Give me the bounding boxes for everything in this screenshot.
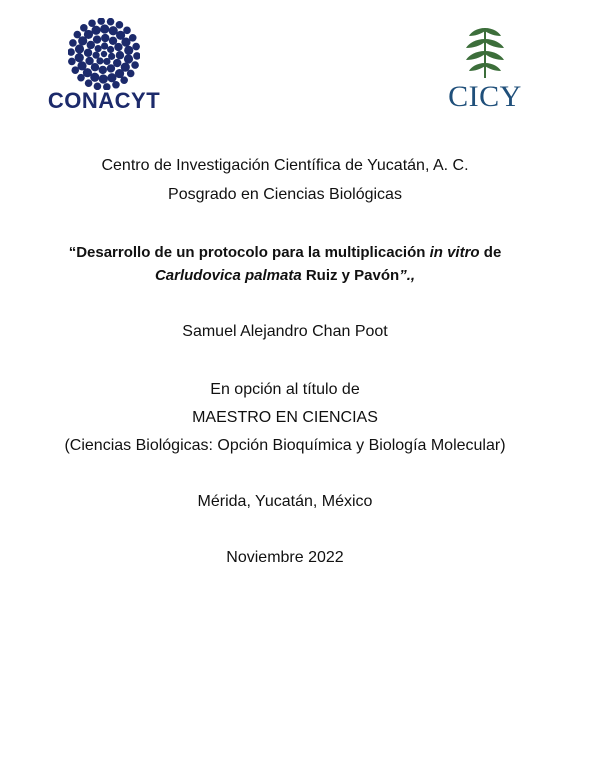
title-closing: ”., — [399, 267, 416, 284]
conacyt-dot — [116, 21, 124, 29]
conacyt-dot — [80, 24, 88, 32]
conacyt-dot — [77, 74, 85, 82]
conacyt-dot — [107, 64, 115, 72]
conacyt-dot — [101, 42, 108, 49]
degree-intro: En opción al título de — [210, 381, 360, 398]
conacyt-dot — [75, 53, 84, 62]
species-name: Carludovica palmata — [154, 267, 302, 284]
thesis-title-italic: in vitro — [429, 244, 480, 261]
cicy-logo — [440, 24, 530, 120]
conacyt-dot — [85, 57, 93, 65]
conacyt-dot — [74, 31, 82, 39]
thesis-title-line-1 — [0, 243, 570, 263]
conacyt-dot — [123, 27, 131, 35]
conacyt-dot — [127, 70, 135, 78]
conacyt-dot — [103, 58, 110, 65]
conacyt-dot — [92, 52, 99, 59]
conacyt-dot — [99, 74, 108, 83]
conacyt-dot — [101, 34, 109, 42]
conacyt-dot — [91, 26, 100, 35]
conacyt-dot — [131, 61, 139, 69]
thesis-title-line-2 — [0, 266, 570, 286]
conacyt-dot — [133, 52, 140, 60]
conacyt-dot — [100, 24, 109, 33]
conacyt-logo-text: CONACYT — [47, 88, 161, 113]
conacyt-dot — [116, 51, 124, 59]
conacyt-dot — [68, 48, 75, 56]
author-name: Samuel Alejandro Chan Poot — [182, 323, 388, 340]
thesis-title-text: “Desarrollo de un protocolo para la multiplicación — [68, 244, 430, 261]
conacyt-dot — [84, 49, 92, 57]
location: Mérida, Yucatán, México — [197, 493, 373, 510]
program-name: Posgrado en Ciencias Biológicas — [168, 186, 402, 203]
conacyt-dot — [101, 51, 107, 57]
cicy-logo-text: CICY — [448, 80, 522, 113]
conacyt-dot — [120, 76, 128, 84]
conacyt-logo — [44, 18, 164, 118]
conacyt-dot — [93, 35, 101, 43]
conacyt-dot — [68, 58, 76, 66]
species-authority: Ruiz y Pavón — [301, 267, 400, 284]
conacyt-dot — [75, 44, 84, 53]
conacyt-dot — [97, 18, 105, 25]
conacyt-dot — [88, 19, 96, 27]
conacyt-dot — [124, 54, 133, 63]
institution-name: Centro de Investigación Científica de Yucatán, A. C. — [101, 157, 469, 174]
conacyt-dot — [132, 43, 140, 51]
conacyt-dot — [107, 18, 115, 25]
conacyt-dot — [107, 46, 114, 53]
degree-title: MAESTRO EN CIENCIAS — [192, 409, 378, 426]
date: Noviembre 2022 — [226, 549, 344, 566]
conacyt-dot — [114, 43, 122, 51]
degree-specialty: (Ciencias Biológicas: Opción Bioquímica y Biología Molecular) — [64, 437, 506, 454]
conacyt-dot — [107, 73, 116, 82]
conacyt-dot — [69, 39, 77, 47]
conacyt-dot — [99, 66, 107, 74]
conacyt-dot — [124, 46, 133, 55]
conacyt-dots-icon — [68, 18, 140, 90]
cicy-leaves-icon — [455, 24, 515, 84]
conacyt-dot — [129, 34, 137, 42]
conacyt-dot — [85, 79, 93, 87]
thesis-title-text: de — [479, 244, 502, 261]
conacyt-dot — [95, 45, 102, 52]
conacyt-dot — [71, 66, 79, 74]
